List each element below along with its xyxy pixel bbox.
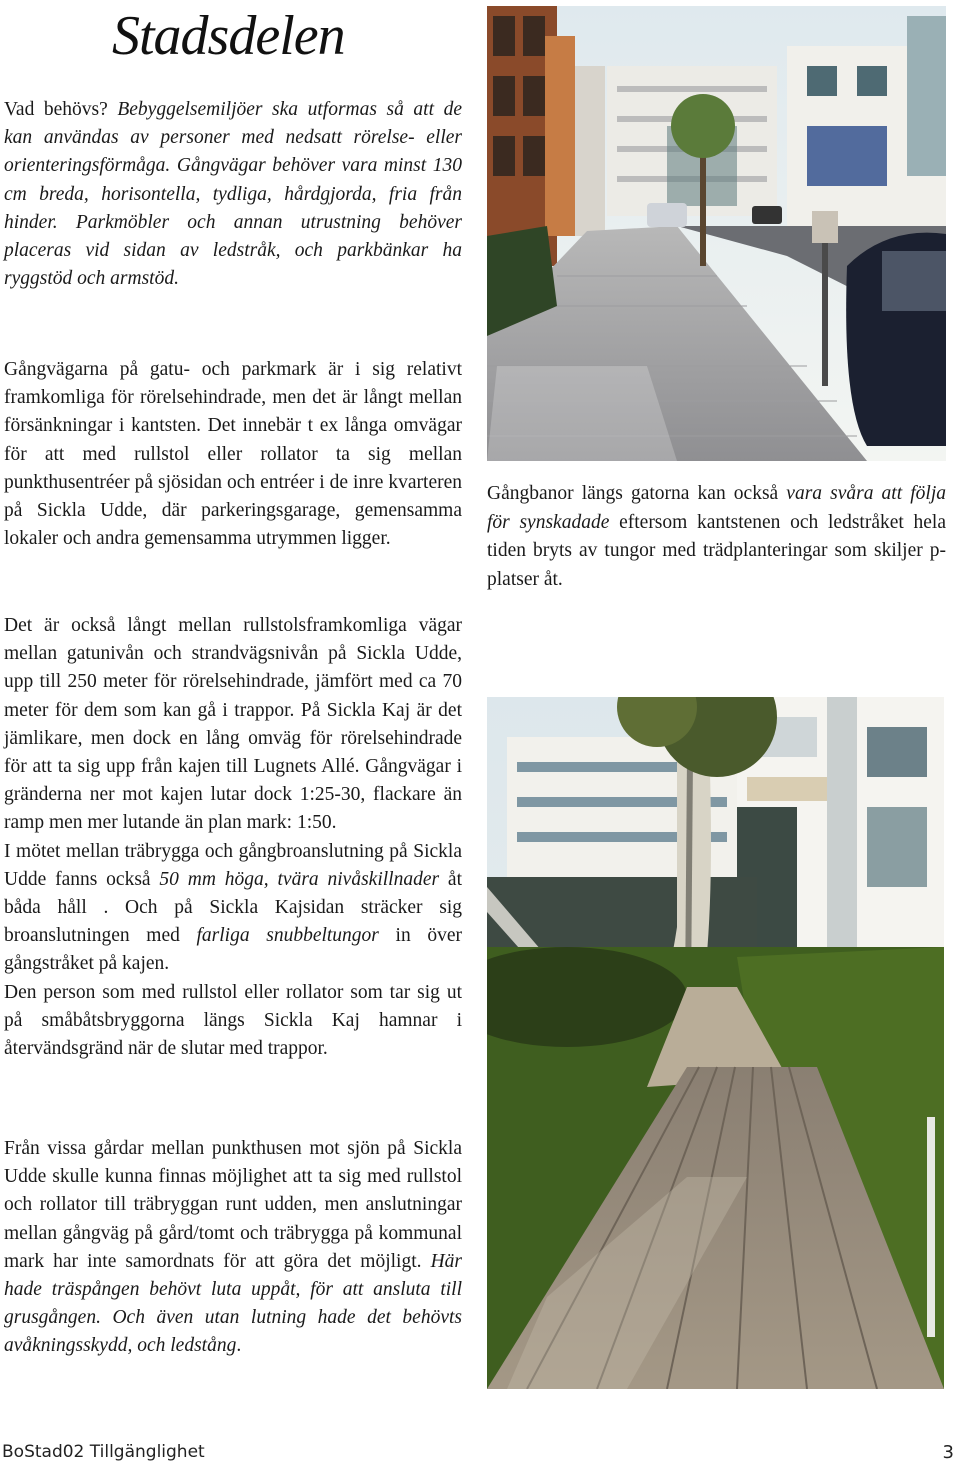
paragraph-italic: Här hade träspången behövt luta uppåt, för att ansluta till grusgången. Och även utan lutning hade det behövts avåkningsskydd, och ledstång: [4, 1250, 462, 1357]
paragraph-text: I mötet mellan träbrygga och gångbroanslutning på Sickla Udde fanns också 50 mm höga, tvära nivåskillnader åt båda håll . Och på Sickla Kajsidan sträcker sig broanslutningen med farliga snubbeltungor in över gångstråket på kajen.: [4, 840, 462, 975]
intro-lead: Vad behövs?: [4, 99, 118, 120]
paragraph-text: Från vissa gårdar mellan punkthusen mot sjön på Sickla Udde skulle kunna finnas möjlighet att ta sig med rullstol och rollator till träbryggan runt udden, men anslutningar mellan gångväg på gård/tomt och träbrygga på kommunal mark har inte samordnats för att göra det möjligt.: [4, 1138, 462, 1272]
boardwalk-courtyard-photo: [487, 697, 944, 1389]
page-title: Stadsdelen: [112, 5, 345, 67]
footer-title: BoStad02 Tillgänglighet: [2, 1442, 205, 1462]
intro-paragraph: [4, 96, 462, 293]
street-sidewalk-photo: [487, 6, 946, 461]
paragraph-text: Den person som med rullstol eller rollator som tar sig ut på småbåtsbryggorna längs Sickla Kaj hamnar i återvändsgränd när de slutar med trappor.: [4, 981, 462, 1060]
body-paragraph-4: Från vissa gårdar mellan punkthusen mot sjön på Sickla Udde skulle kunna finnas möjlighet att ta sig med rullstol och rollator till träbryggan runt udden, men anslutningar mellan gångväg på gård/tomt och träbrygga på kommunal mark har inte samordnats för att göra det möjligt. Här hade träspången behövt luta uppåt, för att ansluta till grusgången. Och även utan lutning hade det behövts avåkningsskydd, och ledstång.: [4, 1138, 462, 1357]
photo-caption: Gångbanor längs gatorna kan också vara svåra att följa för synskadade eftersom kantstenen och ledstråket hela tiden bryts av tungor med trädplanteringar som skiljer p-platser åt.: [487, 483, 946, 590]
page-number: 3: [942, 1442, 954, 1463]
body-paragraph-2: [4, 356, 462, 553]
paragraph-text: Det är också långt mellan rullstolsframkomliga vägar mellan gatunivån och strandvägsnivån på Sickla Udde, upp till 250 meter för rörelsehindrade, jämfört med ca 70 meter för dem som kan gå i trappor. På Sickla Kaj är det jämlikare, men dock en lång omväg för rörelsehindrade för att ta sig upp från kajen till Lugnets Allé. Gångvägar i gränderna ner mot kajen lutar dock 1:25-30, flackare än ramp men mer lutande än plan mark: 1:50.: [4, 615, 462, 834]
intro-text: Bebyggelsemiljöer ska utformas så att de kan användas av personer med nedsatt rörelse- eller orienteringsförmåga. Gångvägar behöver vara minst 130 cm breda, horisontella, tydliga, hårdgjorda, fria från hinder. Parkmöbler och annan utrustning behöver placeras vid sidan av ledstråk, och parkbänkar ha ryggstöd och armstöd.: [4, 99, 462, 290]
paragraph-text: Gångvägarna på gatu- och parkmark är i sig relativt framkomliga för rörelsehindrade, men det är långt mellan försänkningar i kantsten. Det innebär t ex långa omvägar för att med rullstol eller rollator ta sig mellan punkthusentréer på sjösidan och entréer i de inre kvarteren på Sickla Udde, där parkeringsgarage, gemensamma lokaler och andra gemensamma utrymmen ligger.: [4, 359, 462, 550]
body-paragraph-3: [4, 612, 462, 1063]
